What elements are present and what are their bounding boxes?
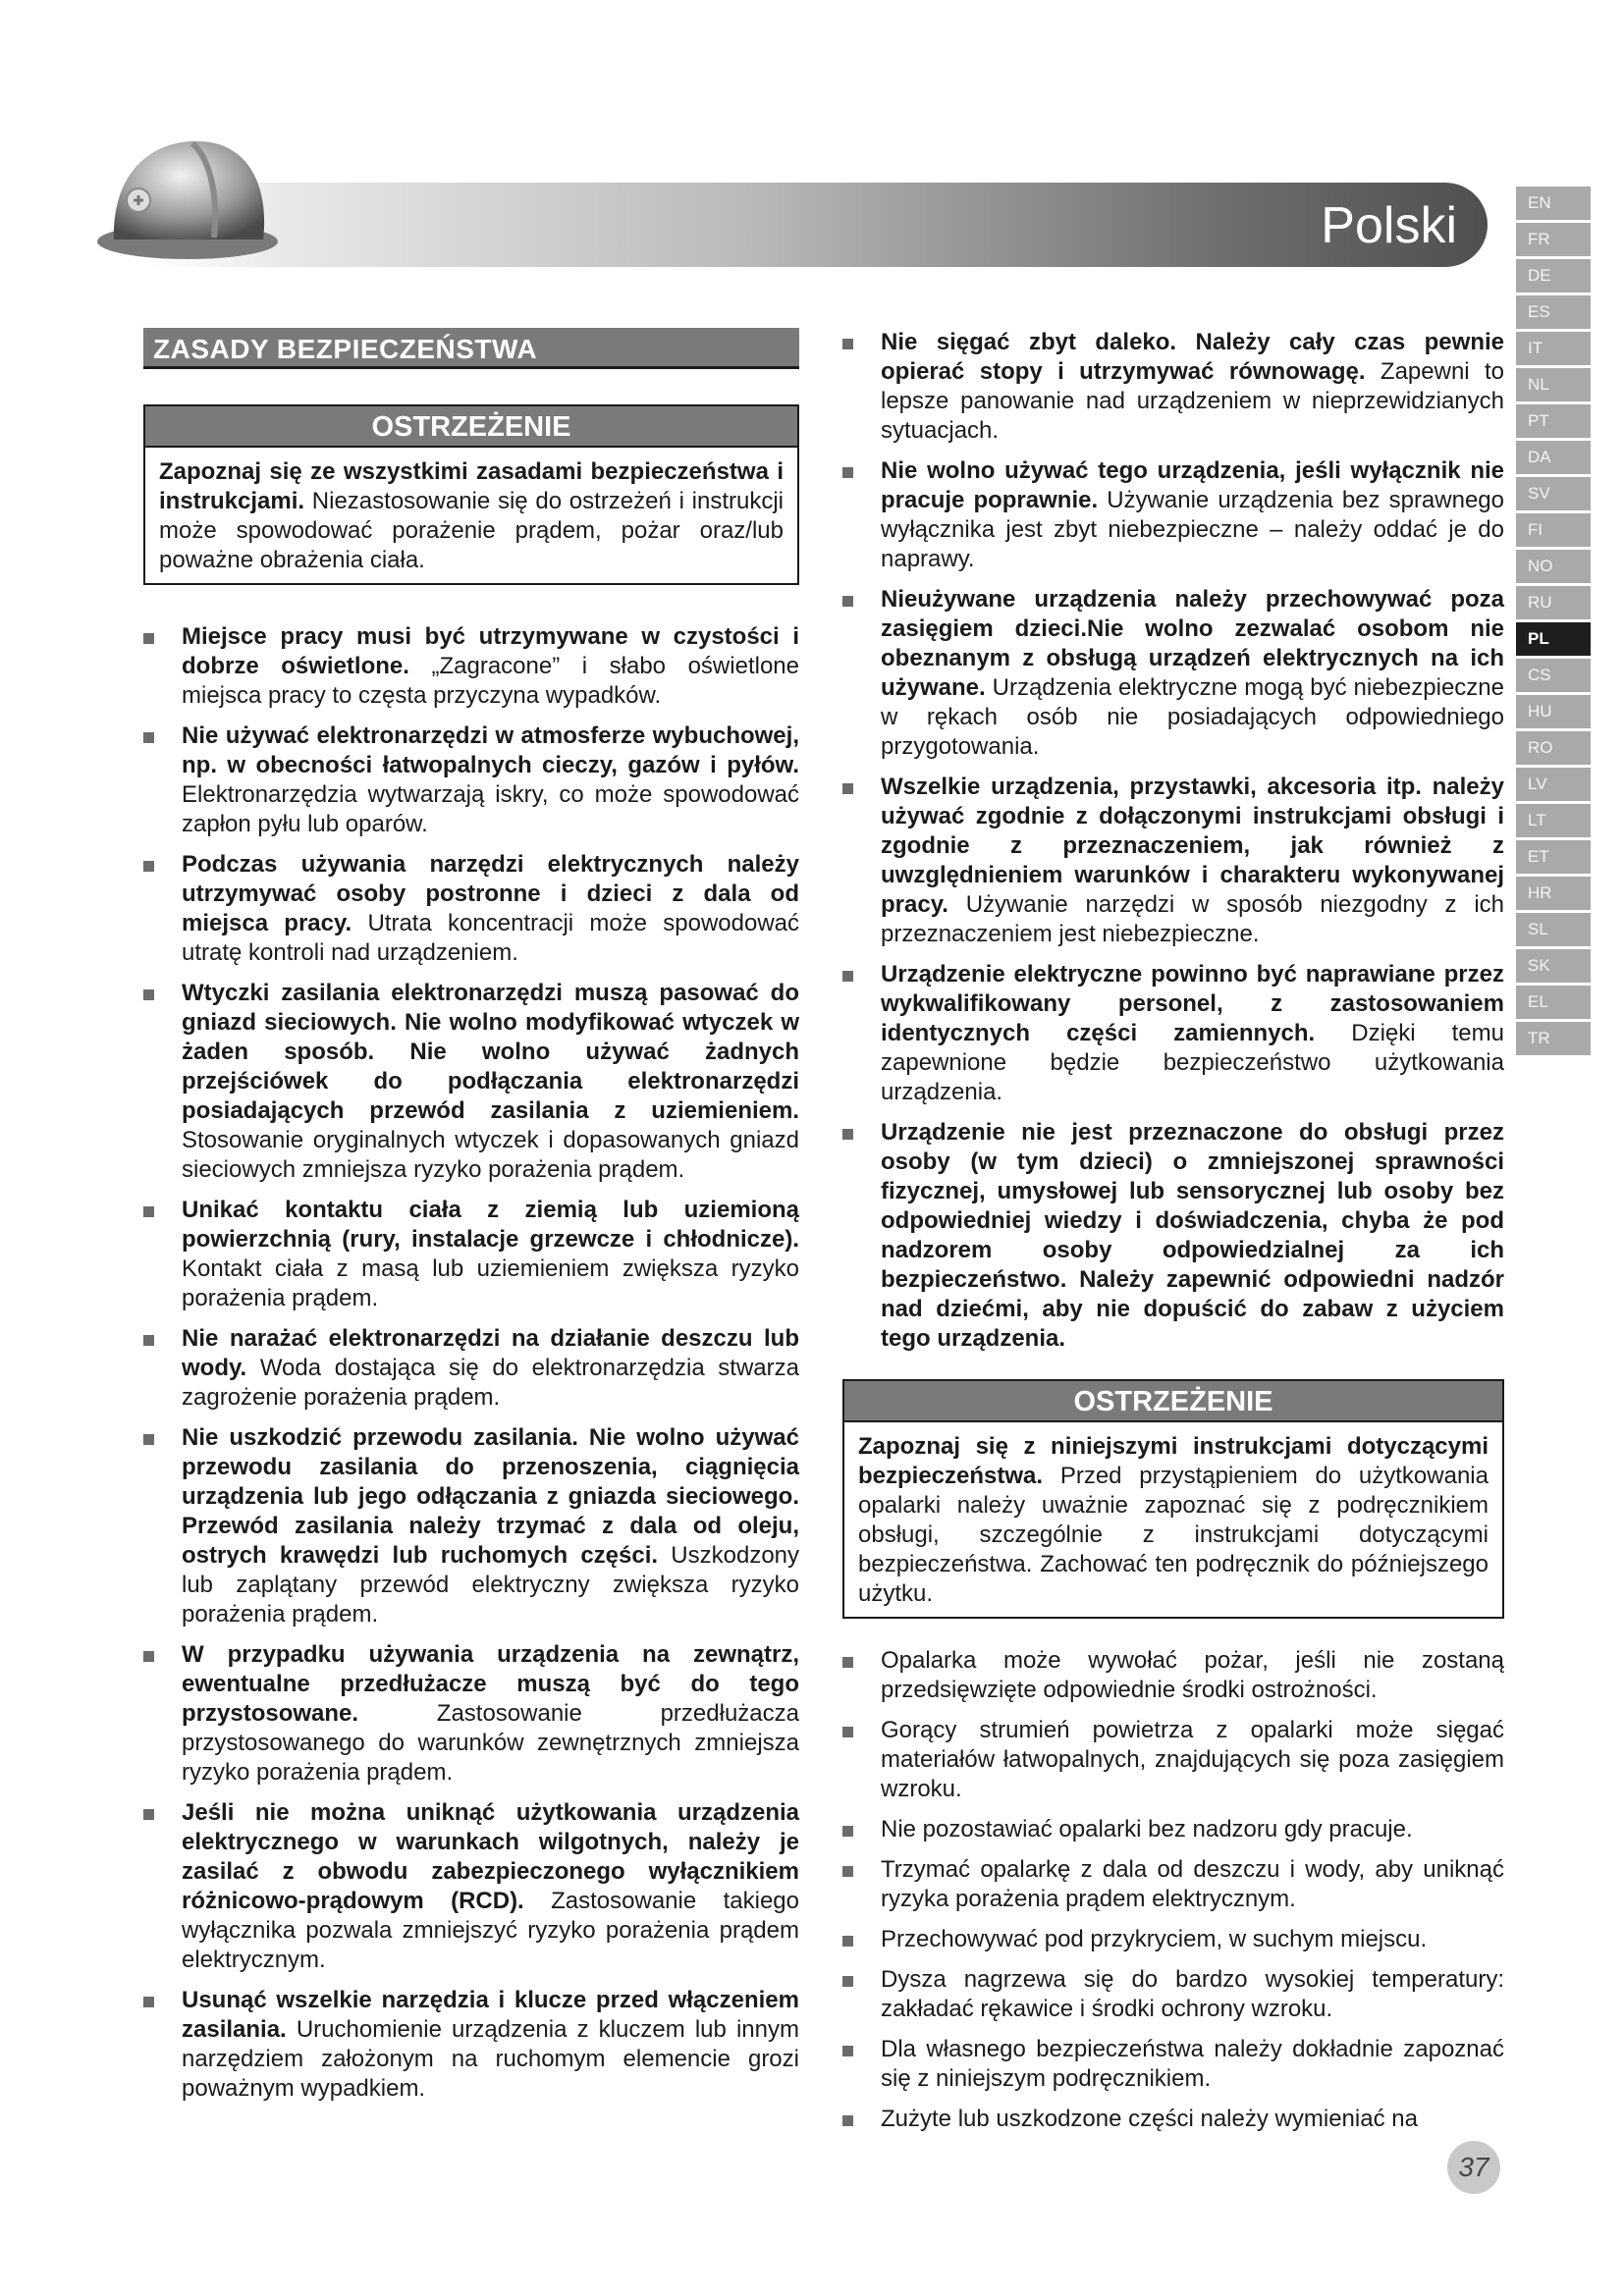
language-tab-de[interactable]: DE [1516, 259, 1591, 293]
list-item: Nie sięgać zbyt daleko. Należy cały czas pewnie opierać stopy i utrzymywać równowagę. Zapewni to lepsze panowanie nad urządzeniem w nieprzewidzianych sytuacjach. [842, 328, 1504, 446]
page-number: 37 [1447, 2141, 1500, 2194]
right-column [842, 328, 1504, 2145]
language-tab-tr[interactable]: TR [1516, 1022, 1591, 1055]
language-tab-ro[interactable]: RO [1516, 731, 1591, 765]
language-tab-en[interactable]: EN [1516, 187, 1591, 220]
section-title: ZASADY BEZPIECZEŃSTWA [143, 328, 799, 369]
heat-gun-rules-list [842, 1646, 1504, 2134]
list-item: Dysza nagrzewa się do bardzo wysokiej temperatury: zakładać rękawice i środki ochrony wzroku. [842, 1965, 1504, 2024]
list-item: Gorący strumień powietrza z opalarki może sięgać materiałów łatwopalnych, znajdujących się poza zasięgiem wzroku. [842, 1716, 1504, 1804]
language-tab-es[interactable]: ES [1516, 295, 1591, 329]
language-tab-fi[interactable]: FI [1516, 513, 1591, 547]
language-tab-it[interactable]: IT [1516, 332, 1591, 365]
list-item: W przypadku używania urządzenia na zewnątrz, ewentualne przedłużacze muszą być do tego przystosowane. Zastosowanie przedłużacza przystosowanego do warunków zewnętrznych zmniejsza ryzyko porażenia prądem. [143, 1640, 799, 1788]
list-item: Urządzenie nie jest przeznaczone do obsługi przez osoby (w tym dzieci) o zmniejszonej sprawności fizycznej, umysłowej lub sensorycznej lub osoby bez odpowiedniej wiedzy i doświadczenia, chyba że pod nadzorem osoby odpowiedzialnej za ich bezpieczeństwo. Należy zapewnić odpowiedni nadzór nad dziećmi, aby nie dopuścić do zabaw z użyciem tego urządzenia. [842, 1118, 1504, 1354]
language-tab-cs[interactable]: CS [1516, 659, 1591, 692]
warning-box-heat-gun [842, 1379, 1504, 1619]
list-item: Nieużywane urządzenia należy przechowywać poza zasięgiem dzieci.Nie wolno zezwalać osobom nie obeznanym z obsługą urządzeń elektrycznych na ich używane. Urządzenia elektryczne mogą być niebezpieczne w rękach osób nie posiadających odpowiedniego przygotowania. [842, 585, 1504, 762]
language-tab-el[interactable]: EL [1516, 986, 1591, 1019]
list-item: Usunąć wszelkie narzędzia i klucze przed włączeniem zasilania. Uruchomienie urządzenia z kluczem lub innym narzędziem założonym na ruchomym elemencie grozi poważnym wypadkiem. [143, 1986, 799, 2104]
list-item: Nie narażać elektronarzędzi na działanie deszczu lub wody. Woda dostająca się do elektronarzędzia stwarza zagrożenie porażenia prądem. [143, 1324, 799, 1413]
left-column [143, 328, 799, 2114]
language-tab-et[interactable]: ET [1516, 840, 1591, 874]
language-tab-da[interactable]: DA [1516, 441, 1591, 474]
list-item: Nie używać elektronarzędzi w atmosferze wybuchowej, np. w obecności łatwopalnych cieczy, gazów i pyłów. Elektronarzędzia wytwarzają iskry, co może spowodować zapłon pyłu lub oparów. [143, 721, 799, 839]
list-item: Dla własnego bezpieczeństwa należy dokładnie zapoznać się z niniejszym podręcznikiem. [842, 2035, 1504, 2094]
language-tab-hr[interactable]: HR [1516, 877, 1591, 910]
list-item: Jeśli nie można uniknąć użytkowania urządzenia elektrycznego w warunkach wilgotnych, należy je zasilać z obwodu zabezpieczonego wyłącznikiem różnicowo-prądowym (RCD). Zastosowanie takiego wyłącznika pozwala zmniejszyć ryzyko porażenia prądem elektrycznym. [143, 1798, 799, 1975]
warning-heading: OSTRZEŻENIE [145, 406, 797, 448]
language-tab-sv[interactable]: SV [1516, 477, 1591, 510]
safety-helmet-icon [94, 132, 281, 265]
list-item: Wtyczki zasilania elektronarzędzi muszą pasować do gniazd sieciowych. Nie wolno modyfikować wtyczek w żaden sposób. Nie wolno używać żadnych przejściówek do podłączania elektronarzędzi posiadających przewód zasilania z uziemieniem. Stosowanie oryginalnych wtyczek i dopasowanych gniazd sieciowych zmniejsza ryzyko porażenia prądem. [143, 979, 799, 1185]
language-tab-pl[interactable]: PL [1516, 622, 1591, 656]
language-tab-hu[interactable]: HU [1516, 695, 1591, 728]
list-item: Przechowywać pod przykryciem, w suchym miejscu. [842, 1925, 1504, 1954]
warning-box [143, 404, 799, 585]
list-item: Miejsce pracy musi być utrzymywane w czystości i dobrze oświetlone. „Zagracone” i słabo oświetlone miejsca pracy to częsta przyczyna wypadków. [143, 622, 799, 711]
safety-rules-list-continued [842, 328, 1504, 1354]
list-item: Urządzenie elektryczne powinno być naprawiane przez wykwalifikowany personel, z zastosowaniem identycznych części zamiennych. Dzięki temu zapewnione będzie bezpieczeństwo użytkowania urządzenia. [842, 960, 1504, 1107]
warning-text: Zapoznaj się z niniejszymi instrukcjami dotyczącymi bezpieczeństwa. Przed przystąpieniem do użytkowania opalarki należy uważnie zapoznać się z podręcznikiem obsługi, szczególnie z instrukcjami dotyczącymi bezpieczeństwa. Zachować ten podręcznik do późniejszego użytku. [858, 1433, 1489, 1607]
language-tab-sk[interactable]: SK [1516, 949, 1591, 983]
list-item: Opalarka może wywołać pożar, jeśli nie zostaną przedsięwzięte odpowiednie środki ostrożności. [842, 1646, 1504, 1705]
language-tab-pt[interactable]: PT [1516, 404, 1591, 438]
language-tab-nl[interactable]: NL [1516, 368, 1591, 401]
list-item: Unikać kontaktu ciała z ziemią lub uziemioną powierzchnią (rury, instalacje grzewcze i chłodnicze). Kontakt ciała z masą lub uziemieniem zwiększa ryzyko porażenia prądem. [143, 1196, 799, 1313]
list-item: Wszelkie urządzenia, przystawki, akcesoria itp. należy używać zgodnie z dołączonymi instrukcjami obsługi i zgodnie z przeznaczeniem, jak również z uwzględnieniem warunków i charakteru wykonywanej pracy. Używanie narzędzi w sposób niezgodny z ich przeznaczeniem jest niebezpieczne. [842, 773, 1504, 949]
header-bar [147, 183, 1488, 267]
language-tab-no[interactable]: NO [1516, 550, 1591, 583]
list-item: Nie uszkodzić przewodu zasilania. Nie wolno używać przewodu zasilania do przenoszenia, ciągnięcia urządzenia lub jego odłączania z gniazda sieciowego. Przewód zasilania należy trzymać z dala od oleju, ostrych krawędzi lub ruchomych części. Uszkodzony lub zaplątany przewód elektryczny zwiększa ryzyko porażenia prądem. [143, 1423, 799, 1629]
warning-text: Zapoznaj się ze wszystkimi zasadami bezpieczeństwa i instrukcjami. Niezastosowanie się do ostrzeżeń i instrukcji może spowodować porażenie prądem, pożar oraz/lub poważne obrażenia ciała. [159, 458, 784, 573]
list-item: Nie pozostawiać opalarki bez nadzoru gdy pracuje. [842, 1815, 1504, 1844]
list-item: Podczas używania narzędzi elektrycznych należy utrzymywać osoby postronne i dzieci z dala od miejsca pracy. Utrata koncentracji może spowodować utratę kontroli nad urządzeniem. [143, 850, 799, 968]
safety-rules-list [143, 622, 799, 2104]
language-tab-lv[interactable]: LV [1516, 768, 1591, 801]
page-title: Polski [1321, 197, 1457, 254]
warning-heading: OSTRZEŻENIE [844, 1381, 1502, 1422]
language-tab-fr[interactable]: FR [1516, 223, 1591, 256]
language-tabs [1516, 187, 1591, 1058]
list-item: Trzymać opalarkę z dala od deszczu i wody, aby uniknąć ryzyka porażenia prądem elektrycznym. [842, 1855, 1504, 1914]
list-item: Zużyte lub uszkodzone części należy wymieniać na [842, 2105, 1504, 2134]
language-tab-ru[interactable]: RU [1516, 586, 1591, 619]
language-tab-lt[interactable]: LT [1516, 804, 1591, 837]
language-tab-sl[interactable]: SL [1516, 913, 1591, 946]
list-item: Nie wolno używać tego urządzenia, jeśli wyłącznik nie pracuje poprawnie. Używanie urządzenia bez sprawnego wyłącznika jest zbyt niebezpieczne – należy oddać je do naprawy. [842, 456, 1504, 574]
